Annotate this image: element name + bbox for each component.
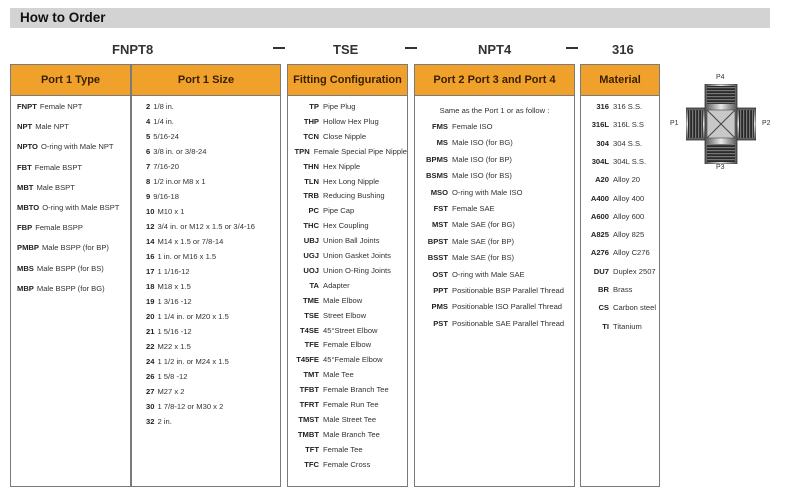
item-code: PC (308, 206, 319, 216)
list-item (11, 163, 130, 172)
item-description: Positionable BSP Parallel Thread (452, 286, 565, 295)
list-item (288, 385, 407, 394)
list-item (415, 122, 574, 131)
list-item (581, 175, 659, 184)
item-description: Male Tee (323, 370, 354, 380)
item-description: 45°Female Elbow (323, 355, 383, 365)
item-code: 27 (146, 387, 155, 396)
item-code: 304 (596, 138, 609, 148)
item-code: MBT (17, 182, 34, 192)
list-item (132, 192, 280, 201)
cross-fitting-icon (686, 84, 756, 164)
item-description: Male SAE (for BG) (452, 220, 515, 230)
item-description: Adapter (323, 280, 350, 290)
item-code: 4 (146, 117, 151, 126)
item-description: Male BSPP (for BS) (36, 263, 104, 273)
list-item (132, 417, 280, 426)
item-description: Union Gasket Joints (323, 251, 391, 260)
item-description: M22 x 1.5 (157, 342, 191, 351)
item-code: BSST (427, 253, 448, 263)
list-item (288, 117, 407, 126)
item-code: OST (432, 269, 448, 279)
column-header: Fitting Configuration (288, 65, 407, 96)
item-description: Reducing Bushing (323, 191, 385, 201)
list-item (11, 183, 130, 192)
item-code: 7 (146, 162, 151, 171)
list-item (288, 340, 407, 349)
item-description: 1 1/16-12 (157, 267, 190, 276)
list-item (581, 322, 659, 331)
item-code: T45FE (296, 355, 319, 365)
item-code: 5 (146, 132, 151, 141)
list-item (581, 285, 659, 294)
list-item (11, 102, 130, 111)
list-item (288, 251, 407, 260)
list-item (581, 267, 659, 276)
item-code: TFT (305, 444, 319, 454)
dash-separator (566, 47, 578, 49)
list-item (415, 220, 574, 229)
item-description: Alloy 825 (613, 230, 645, 240)
item-description: Alloy 400 (613, 193, 645, 203)
item-description: Alloy 20 (613, 175, 641, 185)
item-description: Duplex 2507 (613, 266, 656, 276)
item-description: Positionable SAE Parallel Thread (452, 318, 565, 328)
list-item (132, 147, 280, 156)
item-code: TFE (304, 340, 319, 350)
item-description: M18 x 1.5 (157, 282, 191, 291)
item-code: 26 (146, 372, 155, 381)
column-port1-size (131, 64, 281, 487)
item-description: Hex Long Nipple (323, 176, 380, 186)
item-description: O-ring with Male ISO (452, 187, 523, 197)
column-material (580, 64, 660, 487)
list-item (132, 237, 280, 246)
item-description: Male BSPP (for BG) (36, 283, 105, 293)
item-code: FBT (17, 162, 32, 172)
code-port2: NPT4 (478, 42, 512, 57)
item-code: MST (431, 220, 448, 230)
item-code: TRB (303, 191, 319, 201)
list-item (415, 237, 574, 246)
item-description: Pipe Cap (323, 206, 355, 216)
item-description: Carbon steel (613, 303, 657, 313)
list-item (11, 142, 130, 151)
section-title-bar (10, 8, 770, 28)
list-item (415, 253, 574, 262)
item-description: Female Run Tee (323, 400, 379, 409)
list-item (132, 222, 280, 231)
item-code: PST (433, 318, 448, 328)
list-item (132, 402, 280, 411)
item-description: 1 1/2 in. or M24 x 1.5 (157, 357, 229, 366)
list-item (132, 342, 280, 351)
item-description: Alloy C276 (613, 248, 650, 258)
list-item (288, 132, 407, 141)
item-code: THN (303, 161, 319, 171)
item-description: 9/16-18 (153, 192, 179, 201)
column-port1-type (10, 64, 131, 487)
list-item (581, 303, 659, 312)
list-item (581, 212, 659, 221)
item-code: 304L (591, 156, 609, 166)
item-description: Male SAE (for BP) (452, 236, 515, 246)
item-code: FMS (431, 122, 448, 131)
code-material: 316 (612, 42, 634, 57)
item-code: TMT (303, 370, 319, 380)
item-description: Pipe Plug (323, 102, 356, 111)
item-description: Female BSPP (35, 223, 83, 233)
item-description: Male SAE (for BS) (452, 253, 515, 263)
list-item (11, 264, 130, 273)
item-description: Female Elbow (323, 340, 372, 350)
item-code: TP (309, 102, 319, 111)
item-description: Female Cross (323, 459, 371, 469)
item-description: Male Elbow (323, 295, 363, 305)
item-description: 1 3/16 -12 (157, 297, 192, 306)
item-code: 16 (146, 252, 155, 261)
item-description: Titanium (613, 321, 642, 331)
item-description: Male BSPT (36, 182, 75, 192)
list-item (581, 120, 659, 129)
item-code: 32 (146, 417, 155, 426)
item-description: 5/16-24 (153, 132, 179, 141)
item-code: TCN (303, 131, 319, 141)
list-item (581, 194, 659, 203)
item-description: Male Branch Tee (323, 429, 380, 439)
item-code: MBP (17, 283, 34, 293)
item-description: 2 in. (157, 417, 172, 426)
list-item (132, 357, 280, 366)
list-item (288, 415, 407, 424)
list-item (415, 204, 574, 213)
list-item (288, 430, 407, 439)
item-description: 304L S.S. (613, 156, 647, 166)
item-code: BSMS (426, 171, 448, 181)
item-code: 21 (146, 327, 155, 336)
item-description: Female Special Pipe Nipple (313, 146, 407, 156)
item-description: Female BSPT (34, 162, 83, 172)
item-description: 1 7/8-12 or M30 x 2 (157, 402, 224, 411)
list-item (132, 177, 280, 186)
item-description: Close Nipple (323, 131, 367, 141)
list-item (132, 132, 280, 141)
column-header: Port 1 Size (132, 65, 280, 96)
item-code: 24 (146, 357, 155, 366)
item-description: Female Branch Tee (323, 385, 389, 395)
item-description: Female SAE (452, 204, 495, 213)
item-code: PMS (431, 302, 448, 312)
item-description: 1 5/8 -12 (157, 372, 188, 381)
list-item (415, 319, 574, 328)
item-code: A825 (590, 230, 609, 240)
list-item (415, 171, 574, 180)
item-code: TPN (294, 146, 310, 156)
item-description: Union O-Ring Joints (323, 265, 391, 275)
column-header: Port 1 Type (11, 65, 130, 96)
list-item (288, 266, 407, 275)
column-header: Material (581, 65, 659, 96)
item-code: 30 (146, 402, 155, 411)
item-description: Street Elbow (323, 310, 367, 320)
list-item (132, 117, 280, 126)
list-item (581, 102, 659, 111)
item-description: Male ISO (for BG) (452, 138, 513, 148)
item-description: 1 1/4 in. or M20 x 1.5 (157, 312, 229, 321)
item-code: TME (302, 295, 319, 305)
dash-separator (405, 47, 417, 49)
list-item (288, 370, 407, 379)
port-label-p2: P2 (762, 120, 771, 127)
port-label-p1: P1 (670, 120, 679, 127)
list-item (132, 387, 280, 396)
item-code: THC (303, 221, 319, 231)
list-item (288, 236, 407, 245)
list-item (132, 372, 280, 381)
item-description: O-ring with Male SAE (452, 269, 525, 279)
section-title: How to Order (20, 10, 106, 25)
item-code: 9 (146, 192, 151, 201)
list-item (132, 312, 280, 321)
list-item (288, 460, 407, 469)
list-item (415, 155, 574, 164)
list-item (288, 206, 407, 215)
code-port1: FNPT8 (112, 42, 154, 57)
list-item (132, 162, 280, 171)
port-label-p4: P4 (716, 74, 725, 81)
item-description: Female ISO (452, 122, 493, 131)
item-code: MS (436, 138, 448, 148)
item-code: 14 (146, 237, 155, 246)
item-code: 19 (146, 297, 155, 306)
item-code: A400 (590, 193, 609, 203)
list-item (11, 243, 130, 252)
cross-fitting-illustration (670, 70, 790, 171)
item-code: TI (602, 321, 609, 331)
port-label-p3: P3 (716, 164, 725, 171)
item-code: DU7 (593, 266, 609, 276)
list-item (581, 157, 659, 166)
list-item (11, 122, 130, 131)
item-code: 22 (146, 342, 155, 351)
item-description: 1/2 in.or M8 x 1 (153, 177, 206, 186)
list-item (132, 207, 280, 216)
list-item (288, 281, 407, 290)
list-item (132, 267, 280, 276)
item-description: Hollow Hex Plug (323, 116, 379, 126)
item-code: TLN (304, 176, 319, 186)
list-item (288, 221, 407, 230)
list-item (288, 162, 407, 171)
item-description: M10 x 1 (157, 207, 185, 216)
list-item (288, 311, 407, 320)
item-code: CS (598, 303, 609, 313)
column-header: Port 2 Port 3 and Port 4 (415, 65, 574, 96)
item-code: 6 (146, 147, 151, 156)
list-item (288, 355, 407, 364)
list-item (132, 327, 280, 336)
item-description: Male Street Tee (323, 414, 377, 424)
item-description: Male ISO (for BS) (452, 171, 512, 181)
item-code: THP (303, 116, 319, 126)
item-code: FNPT (17, 102, 37, 111)
item-description: 1/4 in. (153, 117, 174, 126)
item-code: 17 (146, 267, 155, 276)
item-description: Union Ball Joints (323, 236, 380, 246)
list-item (288, 296, 407, 305)
list-item (288, 191, 407, 200)
list-item (288, 102, 407, 111)
item-code: TA (309, 280, 319, 290)
item-code: 18 (146, 282, 155, 291)
item-code: BR (598, 285, 609, 294)
item-code: TFBT (299, 385, 319, 395)
item-description: 3/8 in. or 3/8-24 (153, 147, 207, 156)
item-code: T4SE (300, 325, 319, 335)
item-description: 45°Street Elbow (323, 325, 378, 335)
list-item (581, 139, 659, 148)
item-code: 10 (146, 207, 155, 216)
list-item (11, 284, 130, 293)
item-code: 20 (146, 312, 155, 321)
item-description: 316 S.S. (613, 102, 643, 111)
column-fitting-configuration (287, 64, 408, 487)
item-description: O-ring with Male NPT (40, 142, 114, 152)
item-code: 12 (146, 222, 155, 231)
item-description: 304 S.S. (613, 138, 643, 148)
dash-separator (273, 47, 285, 49)
list-item (132, 102, 280, 111)
list-item (288, 400, 407, 409)
item-description: Male ISO (for BP) (452, 154, 512, 164)
list-item (288, 326, 407, 335)
item-code: A600 (590, 211, 609, 221)
code-fitting: TSE (333, 42, 359, 57)
item-description: Brass (613, 285, 633, 294)
item-description: O-ring with Male BSPT (42, 203, 120, 212)
list-item (581, 230, 659, 239)
item-description: Hex Nipple (323, 161, 361, 171)
list-item (288, 177, 407, 186)
item-description: 3/4 in. or M12 x 1.5 or 3/4-16 (157, 222, 255, 231)
item-description: Hex Coupling (323, 221, 369, 231)
list-item (11, 203, 130, 212)
item-description: Male BSPP (for BP) (41, 243, 109, 253)
item-code: TFC (304, 459, 319, 469)
list-item (581, 248, 659, 257)
item-code: MSO (430, 187, 448, 197)
item-description: M14 x 1.5 or 7/8-14 (157, 237, 224, 246)
item-code: UOJ (303, 265, 319, 275)
item-description: Alloy 600 (613, 211, 645, 221)
item-code: FST (433, 204, 448, 213)
list-item (415, 188, 574, 197)
item-code: MBS (17, 263, 34, 273)
item-description: Positionable ISO Parallel Thread (452, 302, 563, 312)
list-item (415, 270, 574, 279)
list-item (288, 445, 407, 454)
item-code: TSE (304, 310, 319, 320)
item-code: FBP (17, 223, 33, 233)
item-code: PPT (433, 286, 448, 295)
item-code: NPTO (17, 142, 38, 152)
item-code: 8 (146, 177, 151, 186)
list-item (11, 223, 130, 232)
list-item (132, 282, 280, 291)
item-code: 316L (591, 120, 609, 130)
item-code: 2 (146, 102, 151, 111)
item-code: PMBP (17, 243, 39, 253)
item-code: TMBT (297, 429, 319, 439)
column-port2-3-4 (414, 64, 575, 487)
item-description: 316L S.S (613, 120, 644, 130)
item-description: 1/8 in. (153, 102, 174, 111)
item-code: A276 (590, 248, 609, 258)
item-description: 1 in. or M16 x 1.5 (157, 252, 217, 261)
item-code: BPST (427, 236, 448, 246)
item-code: A20 (595, 175, 609, 185)
item-description: Female NPT (39, 102, 83, 111)
item-description: 7/16-20 (153, 162, 179, 171)
item-code: UBJ (303, 236, 319, 246)
list-item (415, 302, 574, 311)
item-code: 316 (596, 102, 609, 111)
item-description: 1 5/16 -12 (157, 327, 192, 336)
list-item (415, 138, 574, 147)
item-code: TFRT (299, 400, 319, 409)
item-description: Female Tee (323, 444, 363, 454)
item-code: BPMS (426, 154, 448, 164)
item-code: UGJ (303, 251, 319, 260)
list-item (288, 147, 407, 156)
item-code: MBTO (17, 203, 40, 212)
item-description: Male NPT (35, 122, 69, 132)
item-description: M27 x 2 (157, 387, 185, 396)
list-item (132, 252, 280, 261)
item-code: TMST (298, 414, 319, 424)
column-note: Same as the Port 1 or as follow : (439, 106, 550, 115)
item-code: NPT (17, 122, 33, 132)
list-item (132, 297, 280, 306)
list-item (415, 286, 574, 295)
